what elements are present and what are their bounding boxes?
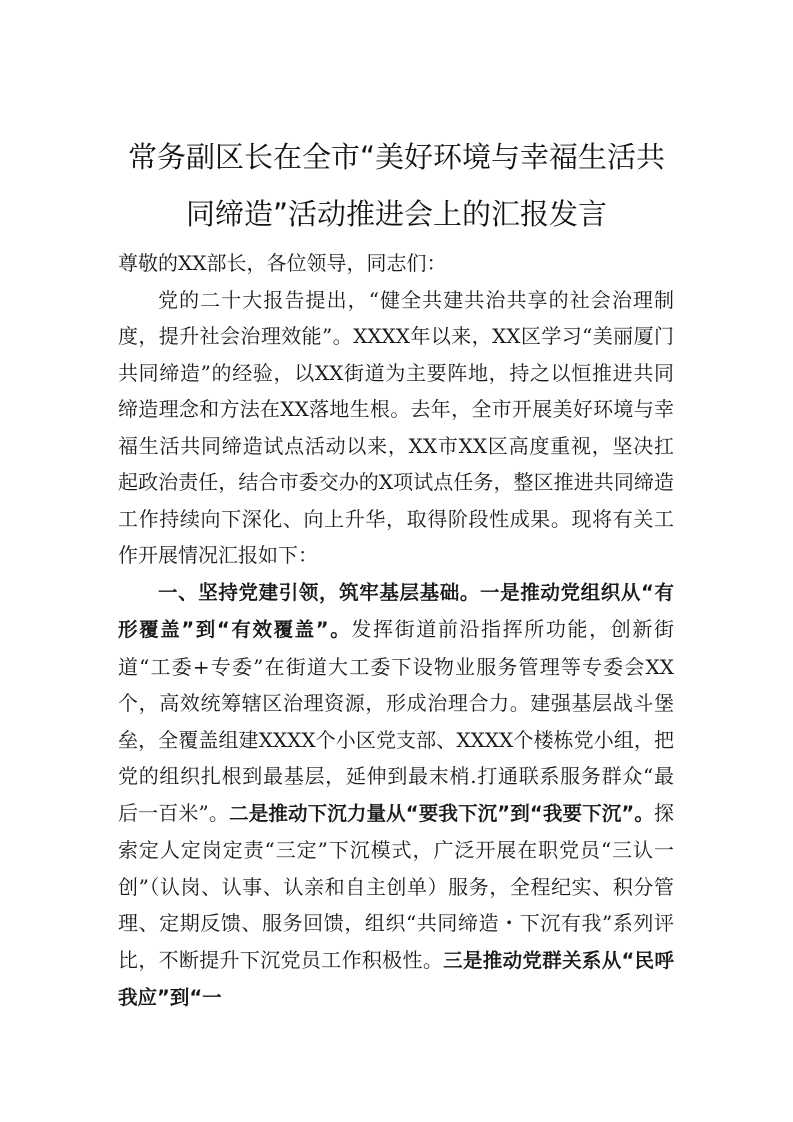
point-1-heading: 一是推动党组织从“有形覆盖”到“有效覆盖”。	[118, 580, 674, 641]
point-3-heading: 三是推动党群关系从“民呼我应”到“一	[118, 948, 674, 1009]
document-title-line-1: 常务副区长在全市“美好环境与幸福生活共	[127, 140, 666, 174]
point-1-text: 发挥街道前沿指挥所功能，创新街道“工委+专委”在街道大工委下设物业服务管理等专委会XX个，高效统筹辖区治理资源，形成治理合力。建强基层战斗堡垒，全覆盖组建XXXX个小区党支部、XXXX个楼栋党小组，把党的组织扎根到最基层，延伸到最末梢.打通联系服务群众“最后一百米”。	[118, 617, 674, 825]
section-1-heading: 一、坚持党建引领，筑牢基层基础。	[158, 580, 481, 604]
salutation: 尊敬的XX部长，各位领导，同志们：	[118, 251, 447, 275]
point-2-text: 探索定人定岗定责“三定”下沉模式，广泛开展在职党员“三认一创”（认岗、认事、认亲和自主创单）服务，全程纪实、积分管理、定期反馈、服务回馈，组织“共同缔造・下沉有我”系列评比，不断提升下沉党员工作积极性。	[118, 800, 674, 972]
document-title-line-2: 同缔造”活动推进会上的汇报发言	[185, 197, 608, 231]
intro-paragraph: 党的二十大报告提出，“健全共建共治共享的社会治理制度，提升社会治理效能”。XXXX年以来，XX区学习“美丽厦门共同缔造”的经验，以XX街道为主要阵地，持之以恒推进共同缔造理念和方法在XX落地生根。去年，全市开展美好环境与幸福生活共同缔造试点活动以来，XX市XX区高度重视，坚决扛起政治责任，结合市委交办的X项试点任务，整区推进共同缔造工作持续向下深化、向上升华，取得阶段性成果。现将有关工作开展情况汇报如下：	[118, 287, 674, 567]
section-1-paragraph	[118, 574, 674, 1017]
point-2-heading: 二是推动下沉力量从“要我下沉”到“我要下沉”。	[229, 801, 654, 825]
document-body	[118, 245, 674, 1017]
